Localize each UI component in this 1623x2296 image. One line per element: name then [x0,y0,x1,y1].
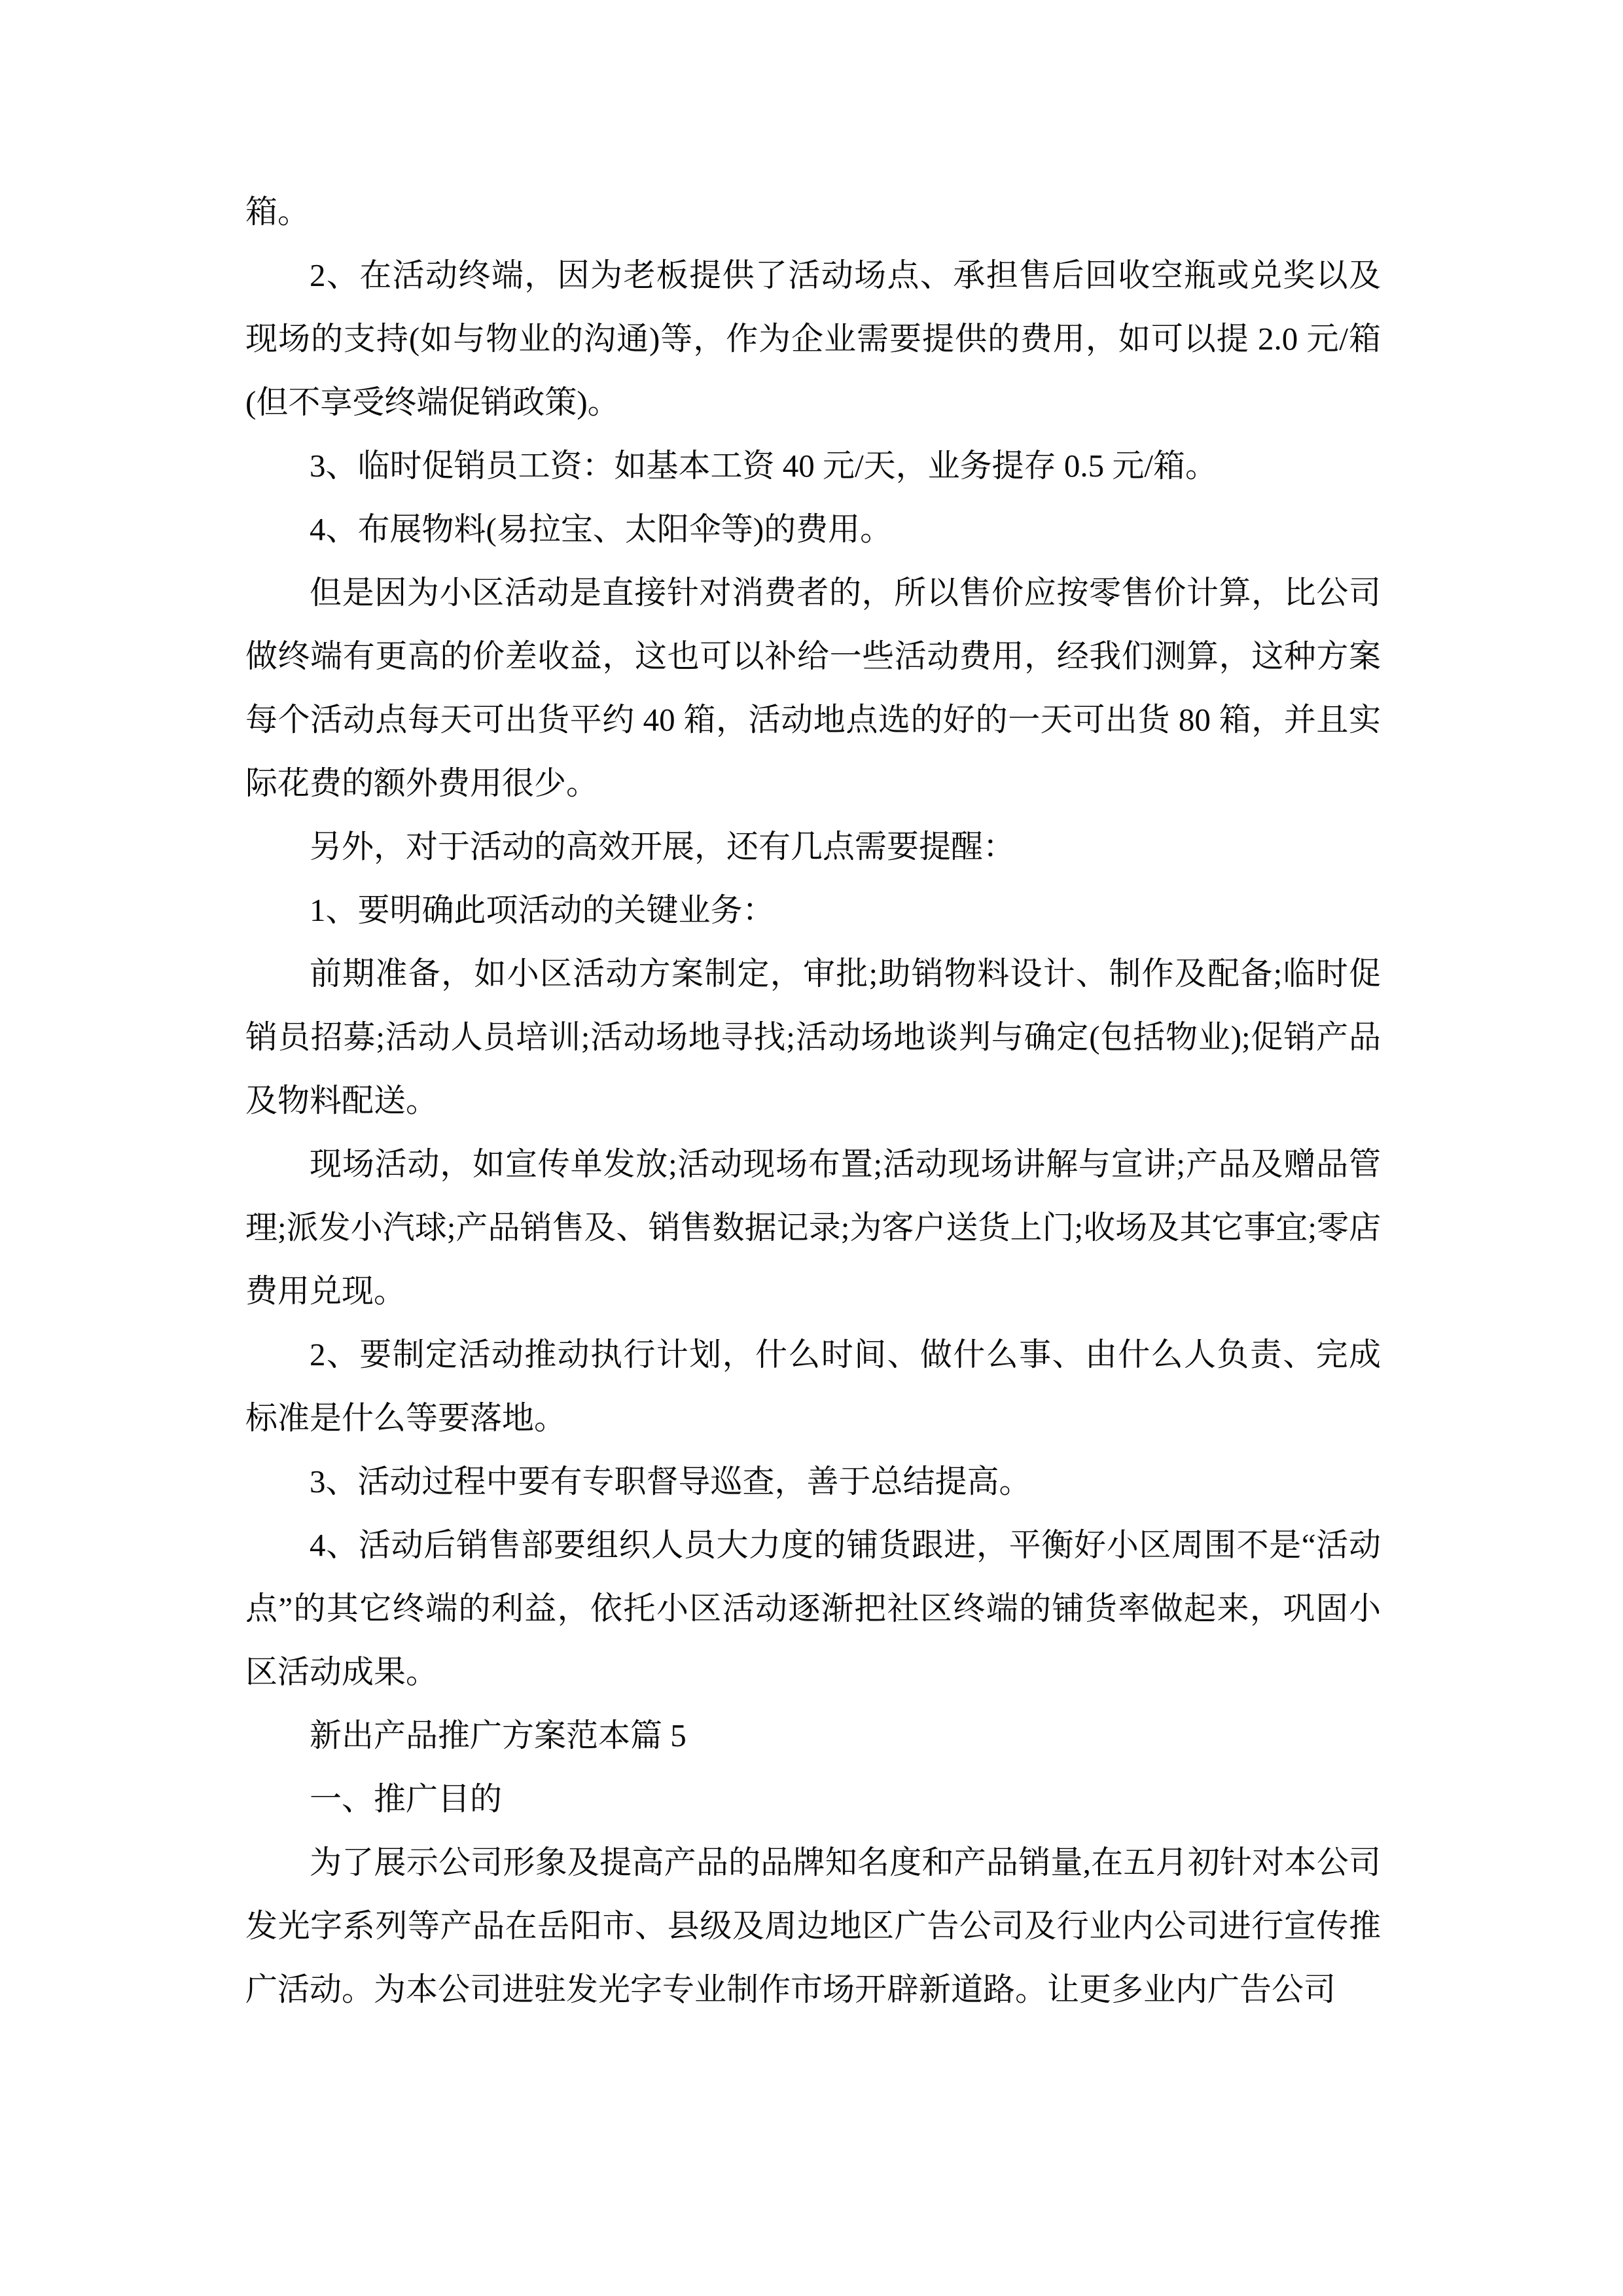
paragraph: 4、布展物料(易拉宝、太阳伞等)的费用。 [310,511,893,547]
paragraph: 3、活动过程中要有专职督导巡查，善于总结提高。 [310,1463,1031,1499]
paragraph: 1、要明确此项活动的关键业务： [310,892,775,928]
document-content [245,180,1381,2021]
paragraph: 2、要制定活动推动执行计划，什么时间、做什么事、由什么人负责、完成标准是什么等要落地。 [245,1336,1381,1436]
paragraph: 但是因为小区活动是直接针对消费者的，所以售价应按零售价计算，比公司做终端有更高的价差收益，这也可以补给一些活动费用，经我们测算，这种方案每个活动点每天可出货平约 40 箱，活动地点选的好的一天可出货 80 箱，并且实际花费的额外费用很少。 [245,575,1381,801]
paragraph: 新出产品推广方案范本篇 5 [310,1717,687,1753]
paragraph: 箱。 [245,194,310,230]
paragraph: 4、活动后销售部要组织人员大力度的铺货跟进，平衡好小区周围不是“活动点”的其它终端的利益，依托小区活动逐渐把社区终端的铺货率做起来，巩固小区活动成果。 [245,1527,1381,1690]
paragraph: 另外，对于活动的高效开展，还有几点需要提醒： [310,829,1016,865]
paragraph: 2、在活动终端，因为老板提供了活动场点、承担售后回收空瓶或兑奖以及现场的支持(如与物业的沟通)等，作为企业需要提供的费用，如可以提 2.0 元/箱(但不享受终端促销政策)。 [245,257,1381,420]
paragraph: 为了展示公司形象及提高产品的品牌知名度和产品销量,在五月初针对本公司发光字系列等产品在岳阳市、县级及周边地区广告公司及行业内公司进行宣传推广活动。为本公司进驻发光字专业制作市场开辟新道路。让更多业内广告公司 [245,1844,1381,2007]
paragraph: 前期准备，如小区活动方案制定，审批;助销物料设计、制作及配备;临时促销员招募;活动人员培训;活动场地寻找;活动场地谈判与确定(包括物业);促销产品及物料配送。 [245,956,1381,1119]
paragraph: 现场活动，如宣传单发放;活动现场布置;活动现场讲解与宣讲;产品及赠品管理;派发小汽球;产品销售及、销售数据记录;为客户送货上门;收场及其它事宜;零店费用兑现。 [245,1146,1381,1309]
paragraph: 3、临时促销员工资：如基本工资 40 元/天，业务提存 0.5 元/箱。 [310,448,1217,484]
paragraph: 一、推广目的 [310,1781,503,1817]
